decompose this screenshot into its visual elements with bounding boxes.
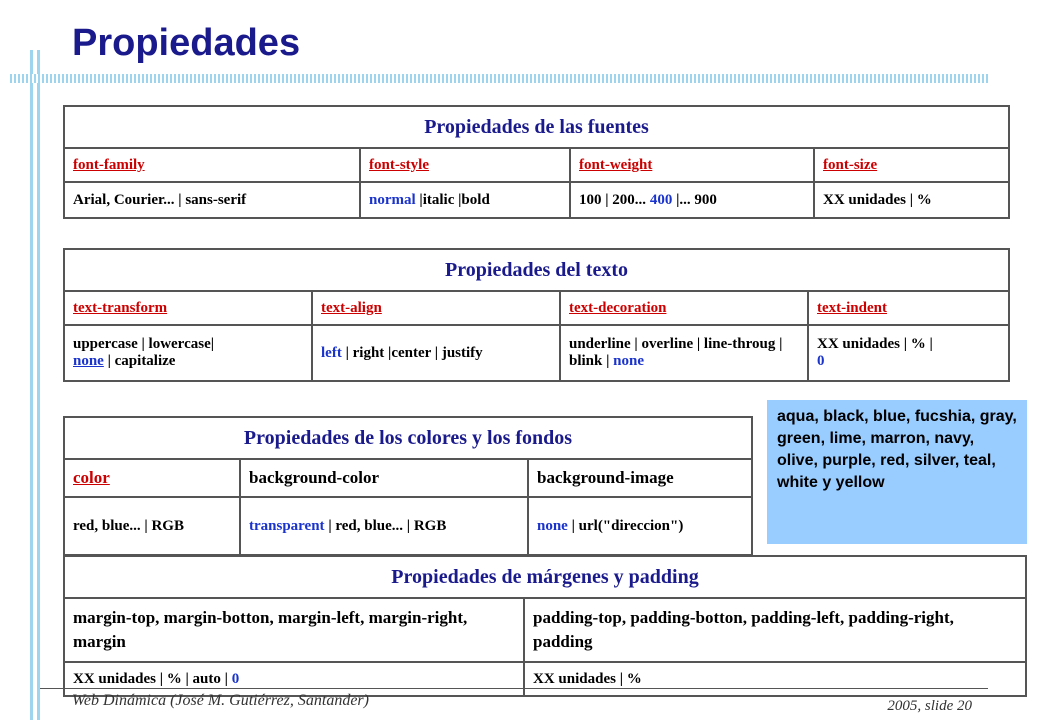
header-label: font-size <box>823 156 878 173</box>
text-header-align <box>312 291 560 325</box>
margins-props: margin-top, margin-botton, margin-left, margin-right, margin <box>64 598 524 662</box>
header-label: text-transform <box>73 299 168 316</box>
text-header-transform <box>64 291 312 325</box>
value-highlight: none <box>73 353 104 369</box>
text-header-decoration <box>560 291 808 325</box>
value-text: | capitalize <box>103 353 176 369</box>
decor-dotted-rule <box>10 74 988 83</box>
text-table-title: Propiedades del texto <box>64 249 1009 291</box>
header-label: text-align <box>321 299 382 316</box>
fonts-table <box>63 105 1010 219</box>
text-table <box>63 248 1010 382</box>
text-value-align <box>312 325 560 381</box>
fonts-value-style <box>360 182 570 218</box>
fonts-header-size <box>814 148 1009 182</box>
colors-header-bg-color: background-color <box>240 459 528 497</box>
value-text: |... 900 <box>672 191 717 208</box>
footer-divider <box>40 688 988 689</box>
value-highlight: none <box>613 353 645 369</box>
padding-props: padding-top, padding-botton, padding-left, padding-right, padding <box>524 598 1026 662</box>
colors-table <box>63 416 753 556</box>
colors-value-color: red, blue... | RGB <box>64 497 240 555</box>
value-highlight: normal <box>369 191 416 208</box>
header-label: font-weight <box>579 156 653 173</box>
decor-vertical-line <box>30 50 33 720</box>
value-text: | right |center | justify <box>341 344 483 361</box>
value-text: |italic |bold <box>415 191 490 208</box>
text-value-transform <box>64 325 312 381</box>
value-text: XX unidades | % | auto | <box>73 670 232 687</box>
value-text: | url("direccion") <box>567 517 684 534</box>
fonts-table-title: Propiedades de las fuentes <box>64 106 1009 148</box>
header-label: font-style <box>369 156 429 173</box>
fonts-header-style <box>360 148 570 182</box>
header-label: color <box>73 468 110 487</box>
value-highlight: none <box>537 517 568 534</box>
header-label: font-family <box>73 156 145 173</box>
value-text: uppercase | lowercase| <box>73 336 215 352</box>
colors-value-bg-image <box>528 497 752 555</box>
fonts-value-weight <box>570 182 814 218</box>
value-text: underline | overline | line-throug | blink | <box>569 336 783 369</box>
text-header-indent <box>808 291 1009 325</box>
value-text: 100 | 200... <box>579 191 650 208</box>
fonts-value-family: Arial, Courier... | sans-serif <box>64 182 360 218</box>
decor-vertical-line <box>37 50 40 720</box>
fonts-header-weight <box>570 148 814 182</box>
padding-values: XX unidades | % <box>524 662 1026 696</box>
slide-title: Propiedades <box>72 22 301 64</box>
margins-table-title: Propiedades de márgenes y padding <box>64 556 1026 598</box>
colors-header-bg-image: background-image <box>528 459 752 497</box>
value-highlight: 0 <box>817 353 825 369</box>
value-text: | red, blue... | RGB <box>324 517 447 534</box>
footer-author: Web Dinámica (José M. Gutiérrez, Santander) <box>72 692 369 709</box>
value-highlight: 0 <box>231 670 240 687</box>
margins-values <box>64 662 524 696</box>
color-names-box: aqua, black, blue, fucshia, gray, green, lime, marron, navy, olive, purple, red, silver, teal, white y yellow <box>767 400 1027 544</box>
header-label: text-decoration <box>569 299 667 316</box>
margins-table <box>63 555 1027 697</box>
header-label: text-indent <box>817 299 887 316</box>
fonts-value-size: XX unidades | % <box>814 182 1009 218</box>
colors-header-color <box>64 459 240 497</box>
value-text: XX unidades | % | <box>817 336 933 352</box>
text-value-decoration <box>560 325 808 381</box>
value-highlight: transparent <box>249 517 325 534</box>
fonts-header-family <box>64 148 360 182</box>
value-highlight: 400 <box>649 191 673 208</box>
colors-value-bg-color <box>240 497 528 555</box>
text-value-indent <box>808 325 1009 381</box>
value-highlight: left <box>321 344 342 361</box>
colors-table-title: Propiedades de los colores y los fondos <box>64 417 752 459</box>
footer-slide-number: 2005, slide 20 <box>887 698 972 714</box>
